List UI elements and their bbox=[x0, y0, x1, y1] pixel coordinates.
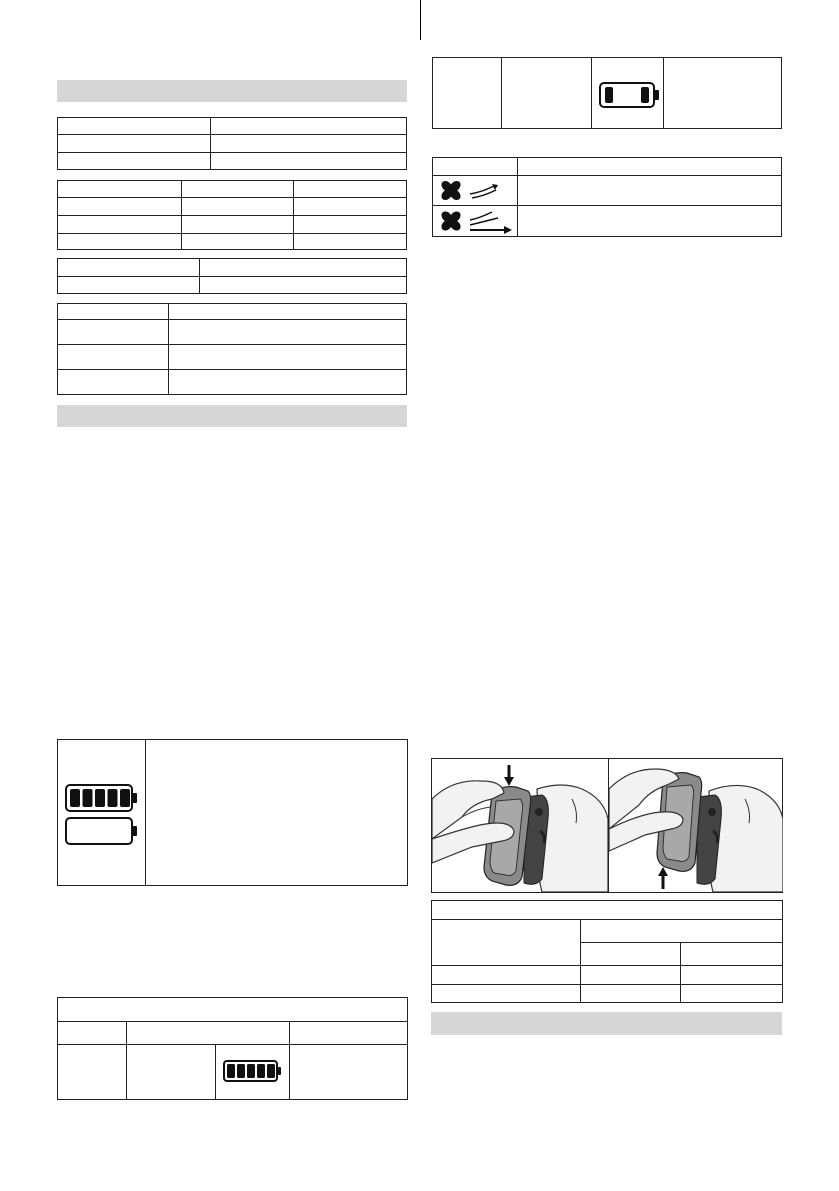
row-divider bbox=[433, 175, 781, 176]
table-cell bbox=[169, 345, 407, 370]
insert-battery-illustration bbox=[432, 759, 608, 892]
section-band-2 bbox=[57, 405, 407, 427]
divider bbox=[145, 740, 146, 885]
col-divider bbox=[517, 158, 518, 236]
table-cell bbox=[169, 304, 407, 320]
table-cell bbox=[211, 135, 407, 153]
table-cell bbox=[294, 216, 407, 234]
charge-table bbox=[57, 997, 408, 1100]
row-divider bbox=[58, 1044, 407, 1045]
section-band-3 bbox=[431, 1012, 782, 1035]
table-cell bbox=[200, 277, 407, 294]
table-cell bbox=[169, 370, 407, 395]
battery-illustration bbox=[431, 758, 783, 893]
row-divider bbox=[433, 205, 781, 206]
arrow-up-icon bbox=[658, 867, 668, 889]
runtime-table bbox=[431, 900, 783, 1003]
table-cell bbox=[58, 370, 169, 395]
table-cell bbox=[294, 181, 407, 198]
col-divider bbox=[215, 1044, 216, 1099]
remove-battery-illustration bbox=[609, 759, 783, 892]
spec-table-3 bbox=[57, 258, 407, 294]
battery-low-icon bbox=[599, 82, 661, 108]
table-cell bbox=[58, 234, 182, 250]
col-divider bbox=[591, 58, 592, 128]
spec-table-2 bbox=[57, 180, 407, 250]
col-divider bbox=[289, 1021, 290, 1099]
row-divider bbox=[432, 965, 782, 966]
table-cell bbox=[58, 153, 211, 170]
table-cell bbox=[182, 181, 294, 198]
row-divider bbox=[58, 1021, 407, 1022]
table-cell bbox=[58, 135, 211, 153]
row-divider bbox=[432, 919, 782, 920]
table-cell bbox=[58, 118, 211, 135]
section-band-1 bbox=[57, 80, 407, 102]
table-cell bbox=[294, 234, 407, 250]
battery-empty-icon bbox=[65, 817, 139, 845]
fan-low-speed-icon bbox=[438, 178, 512, 203]
battery-full-icon bbox=[223, 1060, 283, 1082]
battery-level-table bbox=[432, 57, 782, 129]
battery-full-icon bbox=[65, 784, 139, 812]
table-cell bbox=[211, 153, 407, 170]
table-cell bbox=[58, 345, 169, 370]
fan-speed-table bbox=[432, 157, 782, 237]
battery-indicator-box bbox=[57, 739, 408, 886]
table-cell bbox=[58, 277, 200, 294]
arrow-down-icon bbox=[504, 765, 514, 787]
table-cell bbox=[58, 216, 182, 234]
table-cell bbox=[58, 181, 182, 198]
table-cell bbox=[182, 234, 294, 250]
table-cell bbox=[58, 304, 169, 320]
table-cell bbox=[182, 198, 294, 216]
col-divider bbox=[126, 1021, 127, 1099]
table-cell bbox=[169, 320, 407, 345]
crop-mark bbox=[420, 0, 421, 40]
table-cell bbox=[58, 259, 200, 277]
row-divider bbox=[580, 942, 782, 943]
table-cell bbox=[211, 118, 407, 135]
spec-table-4 bbox=[57, 303, 407, 395]
table-cell bbox=[58, 198, 182, 216]
table-cell bbox=[294, 198, 407, 216]
spec-table-1 bbox=[57, 117, 407, 170]
col-divider bbox=[580, 919, 581, 1002]
table-cell bbox=[58, 320, 169, 345]
table-cell bbox=[182, 216, 294, 234]
col-divider bbox=[501, 58, 502, 128]
fan-high-speed-icon bbox=[438, 208, 516, 235]
table-cell bbox=[200, 259, 407, 277]
row-divider bbox=[432, 984, 782, 985]
col-divider bbox=[663, 58, 664, 128]
col-divider bbox=[680, 942, 681, 1002]
